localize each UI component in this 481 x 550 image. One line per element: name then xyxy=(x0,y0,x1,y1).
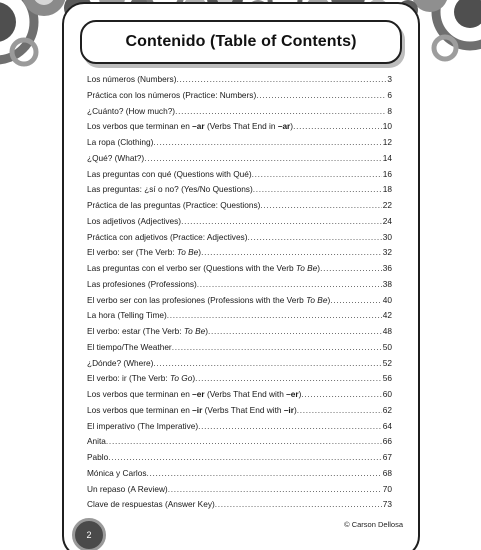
dot-leader xyxy=(144,151,382,167)
toc-entry-title: El tiempo/The Weather xyxy=(87,341,172,352)
toc-entry xyxy=(87,104,392,120)
toc-entry-page: 22 xyxy=(382,200,392,210)
toc-entry xyxy=(87,230,392,246)
toc-entry xyxy=(87,245,392,261)
toc-entry-page: 3 xyxy=(387,74,392,84)
toc-entry xyxy=(87,387,392,403)
dot-leader xyxy=(172,340,382,356)
toc-entry-page: 42 xyxy=(382,310,392,321)
toc-entry-title: El verbo: ir (The Verb: To Go) xyxy=(87,373,196,384)
toc-entry xyxy=(87,371,392,387)
toc-entry xyxy=(87,198,392,214)
toc-entry-title: ¿Cuánto? (How much?) xyxy=(87,105,176,116)
toc-entry-title: El imperativo (The Imperative) xyxy=(87,420,199,431)
toc-entry xyxy=(87,434,392,450)
table-of-contents xyxy=(87,72,392,513)
toc-entry-page: 32 xyxy=(382,247,392,258)
toc-entry-page: 14 xyxy=(382,152,392,163)
toc-entry-title: Mónica y Carlos xyxy=(87,467,147,478)
dot-leader xyxy=(153,135,381,151)
dot-leader xyxy=(167,308,382,324)
dot-leader xyxy=(195,371,382,387)
page-number: 2 xyxy=(86,530,92,540)
toc-entry-page: 68 xyxy=(382,467,392,478)
dot-leader xyxy=(247,230,381,246)
toc-entry-title: Los adjetivos (Adjectives) xyxy=(87,215,182,226)
toc-entry xyxy=(87,482,392,498)
toc-entry-page: 56 xyxy=(382,373,392,384)
toc-entry-title: Las preguntas: ¿sí o no? (Yes/No Questions) xyxy=(87,184,253,195)
toc-entry xyxy=(87,308,392,324)
toc-entry-page: 64 xyxy=(382,420,392,431)
toc-entry-page: 52 xyxy=(382,357,392,368)
toc-entry-title: Práctica con adjetivos (Practice: Adjectives) xyxy=(87,231,248,242)
toc-entry xyxy=(87,135,392,151)
toc-entry-page: 18 xyxy=(382,184,392,195)
title-banner xyxy=(80,20,402,64)
toc-entry-page: 6 xyxy=(387,89,392,100)
toc-entry-page: 30 xyxy=(382,231,392,242)
dot-leader xyxy=(320,261,382,277)
toc-entry xyxy=(87,340,392,356)
toc-entry xyxy=(87,182,392,198)
toc-entry xyxy=(87,72,392,88)
toc-entry-page: 62 xyxy=(382,404,392,415)
toc-entry-page: 16 xyxy=(382,168,392,179)
toc-entry-title: La hora (Telling Time) xyxy=(87,310,167,321)
dot-leader xyxy=(208,324,382,340)
toc-entry-title: Las profesiones (Professions) xyxy=(87,278,197,289)
toc-entry-page: 40 xyxy=(382,294,392,305)
dot-leader xyxy=(256,88,386,104)
toc-entry xyxy=(87,214,392,230)
toc-entry-title: Los verbos que terminan en –ar (Verbs That End in –ar) xyxy=(87,121,294,132)
toc-entry-title: Práctica con los números (Practice: Numbers) xyxy=(87,89,257,100)
toc-entry-page: 38 xyxy=(382,278,392,289)
toc-entry-title: Los números (Numbers) xyxy=(87,74,177,84)
dot-leader xyxy=(293,119,382,135)
toc-entry xyxy=(87,119,392,135)
toc-entry-page: 70 xyxy=(382,483,392,494)
toc-entry-page: 48 xyxy=(382,326,392,336)
toc-entry xyxy=(87,261,392,277)
toc-entry-page: 12 xyxy=(382,137,392,147)
dot-leader xyxy=(168,482,382,498)
toc-entry-page: 10 xyxy=(382,121,392,132)
toc-entry xyxy=(87,497,392,513)
toc-entry-title: Práctica de las preguntas (Practice: Questions) xyxy=(87,200,261,210)
toc-entry xyxy=(87,151,392,167)
dot-leader xyxy=(297,403,382,419)
toc-entry xyxy=(87,167,392,183)
toc-entry xyxy=(87,419,392,435)
dot-leader xyxy=(146,466,381,482)
dot-leader xyxy=(252,167,382,183)
dot-leader xyxy=(106,434,382,450)
dot-leader xyxy=(201,245,382,261)
toc-entry xyxy=(87,324,392,340)
toc-entry xyxy=(87,450,392,466)
toc-entry-title: El verbo: ser (The Verb: To Be) xyxy=(87,247,202,258)
toc-entry-title: El verbo ser con las profesiones (Professions with the Verb To Be) xyxy=(87,294,331,305)
toc-entry-page: 60 xyxy=(382,389,392,399)
dot-leader xyxy=(260,198,381,214)
page-title: Contenido (Table of Contents) xyxy=(125,33,357,50)
toc-entry-title: ¿Dónde? (Where) xyxy=(87,357,154,368)
toc-entry-page: 24 xyxy=(382,215,392,226)
toc-entry xyxy=(87,88,392,104)
toc-entry xyxy=(87,466,392,482)
toc-entry-title: Las preguntas con qué (Questions with Qué) xyxy=(87,168,252,179)
copyright-notice: © Carson Dellosa xyxy=(344,520,403,529)
toc-entry-title: Los verbos que terminan en –ir (Verbs That End with –ir) xyxy=(87,404,297,415)
dot-leader xyxy=(176,72,386,88)
dot-leader xyxy=(215,497,382,513)
dot-leader xyxy=(181,214,382,230)
dot-leader xyxy=(253,182,382,198)
toc-entry xyxy=(87,403,392,419)
dot-leader xyxy=(330,293,382,309)
toc-entry-page: 50 xyxy=(382,341,392,352)
toc-entry-page: 66 xyxy=(382,436,392,447)
toc-entry-title: El verbo: estar (The Verb: To Be) xyxy=(87,326,208,336)
toc-entry-title: Anita xyxy=(87,436,106,447)
toc-entry-page: 8 xyxy=(387,105,392,116)
dot-leader xyxy=(108,450,382,466)
toc-entry-page: 36 xyxy=(382,263,392,273)
toc-entry xyxy=(87,277,392,293)
toc-entry-page: 73 xyxy=(382,499,392,510)
toc-entry xyxy=(87,356,392,372)
toc-entry-title: Un repaso (A Review) xyxy=(87,483,168,494)
toc-entry-title: La ropa (Clothing) xyxy=(87,137,154,147)
dot-leader xyxy=(153,356,381,372)
toc-entry-title: Clave de respuestas (Answer Key) xyxy=(87,499,215,510)
dot-leader xyxy=(301,387,381,403)
dot-leader xyxy=(175,104,386,120)
toc-entry-title: Los verbos que terminan en –er (Verbs That End with –er) xyxy=(87,389,302,399)
dot-leader xyxy=(197,277,382,293)
toc-entry-page: 67 xyxy=(382,452,392,462)
toc-entry-title: Pablo xyxy=(87,452,109,462)
toc-entry-title: ¿Qué? (What?) xyxy=(87,152,145,163)
dot-leader xyxy=(198,419,382,435)
toc-entry-title: Las preguntas con el verbo ser (Questions with the Verb To Be) xyxy=(87,263,321,273)
toc-entry xyxy=(87,293,392,309)
